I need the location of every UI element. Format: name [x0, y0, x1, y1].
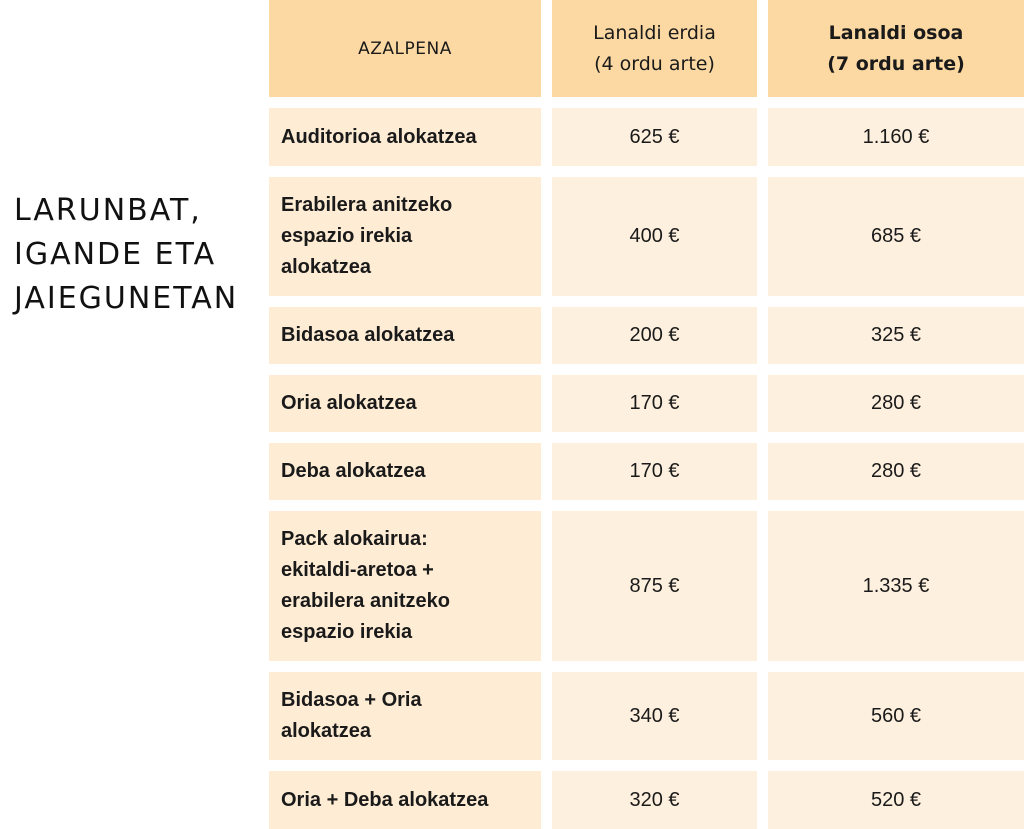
row-description-line: Oria alokatzea — [281, 392, 417, 414]
row-description-line: alokatzea — [281, 256, 372, 278]
header-half-day-line-1: Lanaldi erdia — [593, 21, 716, 44]
table-row-full-price — [768, 108, 1024, 166]
header-full-day-line-2: (7 ordu arte) — [827, 52, 965, 75]
table-row-full-price — [768, 672, 1024, 760]
row-description-line: Deba alokatzea — [281, 460, 426, 482]
table-row-full-price — [768, 771, 1024, 829]
header-full-day — [768, 0, 1024, 97]
table-row-description — [269, 511, 541, 661]
half-price-value: 400 € — [629, 225, 680, 247]
table-row-full-price — [768, 443, 1024, 500]
row-description-line: Bidasoa + Oria — [281, 689, 422, 711]
side-title-line-3: JAIEGUNETAN — [14, 281, 239, 316]
half-price-value: 170 € — [629, 392, 680, 414]
row-description-line: Bidasoa alokatzea — [281, 324, 455, 346]
header-half-day-line-2: (4 ordu arte) — [594, 52, 715, 75]
full-price-value: 560 € — [870, 704, 922, 727]
half-price-value: 340 € — [629, 704, 680, 727]
table-row-description — [269, 375, 541, 432]
row-description-line: Erabilera anitzeko — [281, 194, 453, 216]
table-row-description — [269, 177, 541, 296]
table-row-full-price — [768, 307, 1024, 364]
table-row-half-price — [552, 375, 757, 432]
table-row-description — [269, 307, 541, 364]
header-description-label: AZALPENA — [358, 38, 452, 59]
header-full-day-line-1: Lanaldi osoa — [828, 21, 964, 44]
table-row-half-price — [552, 108, 757, 166]
side-title — [14, 189, 264, 321]
header-half-day — [552, 0, 757, 97]
full-price-value: 280 € — [870, 392, 922, 414]
table-row-half-price — [552, 177, 757, 296]
row-description-line: ekitaldi-aretoa + — [281, 559, 434, 581]
table-row-half-price — [552, 672, 757, 760]
half-price-value: 170 € — [629, 460, 680, 482]
full-price-value: 685 € — [870, 225, 922, 247]
row-description-line: Oria + Deba alokatzea — [281, 788, 489, 811]
table-row-half-price — [552, 443, 757, 500]
table-row-description — [269, 672, 541, 760]
full-price-value: 520 € — [870, 788, 922, 811]
row-description-line: espazio irekia — [281, 225, 413, 247]
row-description-line: erabilera anitzeko — [281, 590, 450, 612]
full-price-value: 325 € — [870, 324, 922, 346]
table-row-full-price — [768, 511, 1024, 661]
full-price-value: 280 € — [870, 460, 922, 482]
table-row-description — [269, 443, 541, 500]
table-row-full-price — [768, 177, 1024, 296]
table-row-half-price — [552, 771, 757, 829]
table-row-description — [269, 108, 541, 166]
row-description-line: alokatzea — [281, 720, 372, 742]
table-row-half-price — [552, 307, 757, 364]
full-price-value: 1.160 € — [862, 125, 930, 148]
half-price-value: 200 € — [629, 324, 680, 346]
table-row-half-price — [552, 511, 757, 661]
table-row-full-price — [768, 375, 1024, 432]
row-description-line: Auditorioa alokatzea — [281, 125, 477, 148]
full-price-value: 1.335 € — [862, 574, 930, 597]
side-title-line-2: IGANDE ETA — [14, 237, 217, 272]
row-description-line: espazio irekia — [281, 621, 413, 643]
table-row-description — [269, 771, 541, 829]
row-description-line: Pack alokairua: — [281, 528, 428, 550]
header-description — [269, 0, 541, 97]
half-price-value: 625 € — [629, 125, 680, 148]
half-price-value: 320 € — [629, 788, 680, 811]
half-price-value: 875 € — [629, 574, 680, 597]
side-title-line-1: LARUNBAT, — [14, 193, 202, 228]
